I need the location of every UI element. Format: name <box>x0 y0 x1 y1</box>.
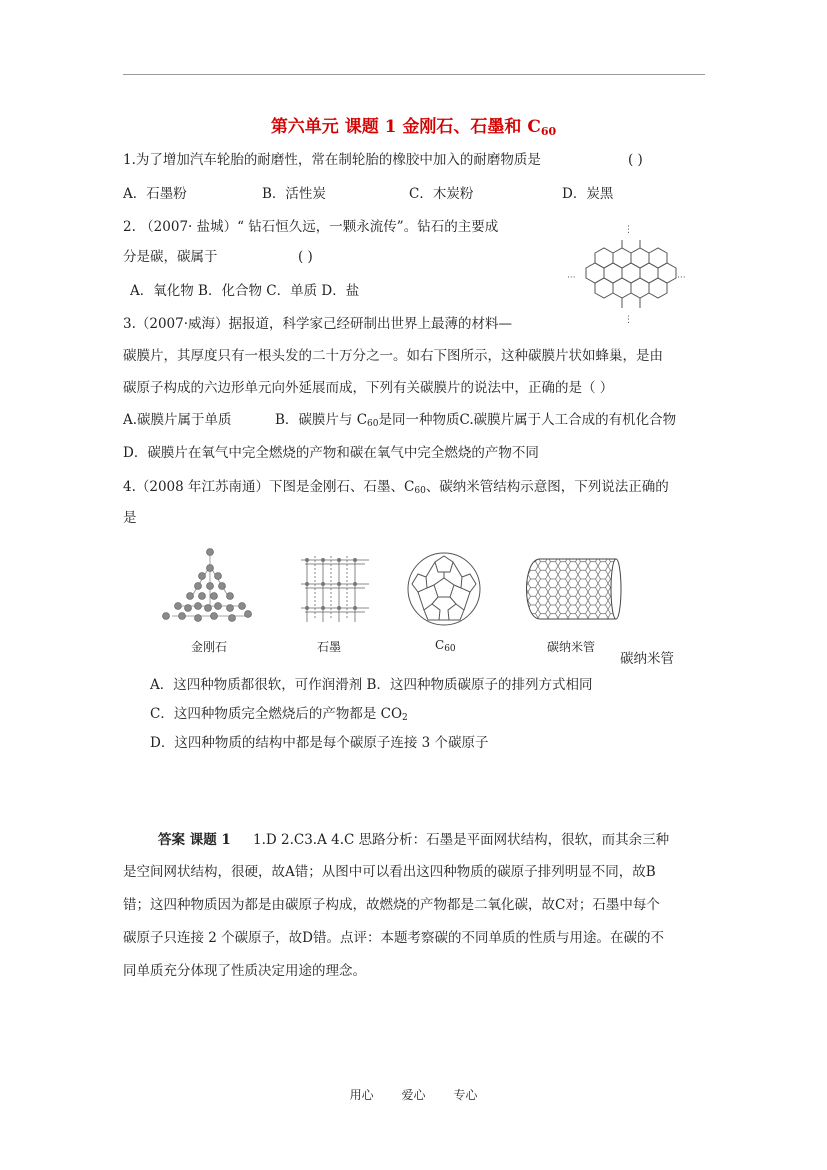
q3-line-3: 碳原子构成的六边形单元向外延展而成，下列有关碳膜片的说法中，正确的是（ ） <box>123 380 614 396</box>
footer-item: 专心 <box>453 1088 478 1102</box>
q1-option-b: B．活性炭 <box>262 186 326 202</box>
q3-option-a: A.碳膜片属于单质 <box>123 412 232 428</box>
answer-line-2: 是空间网状结构，很硬，故A错；从图中可以看出这四种物质的碳原子排列明显不同，故B <box>123 864 656 880</box>
caption-c60: $C_{60}$ <box>435 638 456 654</box>
q1-option-a: A．石墨粉 <box>123 186 187 202</box>
caption-nanotube-duplicate: 碳纳米管 <box>620 651 674 667</box>
header-rule <box>123 74 705 75</box>
footer-item: 爱心 <box>401 1088 426 1102</box>
answer-line-1: 1.D 2.C3.A 4.C 思路分析：石墨是平面网状结构，很软，而其余三种 <box>253 832 670 848</box>
caption-diamond: 金刚石 <box>191 640 228 654</box>
answer-line-3: 错；这四种物质因为都是由碳原子构成，故燃烧的产物都是二氧化碳，故C对；石墨中每个 <box>123 897 660 913</box>
q2-answer-paren: ( ) <box>298 249 313 265</box>
caption-graphite: 石墨 <box>317 640 342 654</box>
q4-option-c: C．这四种物质完全燃烧后的产物都是 $CO_2$ <box>150 706 408 723</box>
svg-text:···: ··· <box>567 273 576 283</box>
svg-text:···: ··· <box>677 273 686 283</box>
answer-line-5: 同单质充分体现了性质决定用途的理念。 <box>123 963 366 979</box>
page-title: 第六单元 课题 1 金刚石、石墨和 $C_{60}$ <box>270 117 557 138</box>
q4-option-d: D．这四种物质的结构中都是每个碳原子连接 3 个碳原子 <box>150 735 489 751</box>
q3-line-2: 碳膜片，其厚度只有一根头发的二十万分之一。如右下图所示，这种碳膜片状如蜂巢，是由 <box>123 348 663 364</box>
q1-option-c: C．木炭粉 <box>409 186 474 202</box>
q3-option-d: D．碳膜片在氧气中完全燃烧的产物和碳在氧气中完全燃烧的产物不同 <box>123 445 539 461</box>
nanotube-structure-figure <box>518 553 622 625</box>
answer-label: 答案 课题 1 <box>158 832 231 848</box>
page-footer <box>0 1086 827 1103</box>
graphite-structure-figure <box>295 550 375 630</box>
diamond-structure-figure <box>152 546 257 631</box>
c60-structure-figure <box>404 548 484 630</box>
q2-line-1: 2. （2007· 盐城）“ 钻石恒久远，一颗永流传”。钻石的主要成 <box>123 219 499 235</box>
q3-line-1: 3.（2007·威海）据报道，科学家己经研制出世界上最薄的材料— <box>123 316 513 332</box>
svg-text:⋮: ⋮ <box>624 225 633 235</box>
q2-line-2: 分是碳，碳属于 <box>123 249 218 265</box>
caption-nanotube: 碳纳米管 <box>547 640 596 654</box>
svg-text:⋮: ⋮ <box>624 315 633 325</box>
q4-option-a-b: A．这四种物质都很软，可作润滑剂 B．这四种物质碳原子的排列方式相同 <box>150 677 593 693</box>
footer-item: 用心 <box>349 1088 374 1102</box>
q4-line-1: 4.（2008 年江苏南通）下图是金刚石、石墨、$C_{60}$、碳纳米管结构示意图，下列说法正确的 <box>123 479 669 496</box>
q4-line-2: 是 <box>123 510 137 526</box>
q3-option-b-c: B．碳膜片与 $C_{60}$是同一种物质C.碳膜片属于人工合成的有机化合物 <box>275 412 677 429</box>
q1-answer-paren: ( ) <box>628 152 643 168</box>
q2-options: A．氧化物 B．化合物 C．单质 D．盐 <box>130 283 360 299</box>
honeycomb-figure <box>563 222 693 328</box>
q1-stem: 1.为了增加汽车轮胎的耐磨性，常在制轮胎的橡胶中加入的耐磨物质是 <box>123 152 541 168</box>
q1-option-d: D．炭黑 <box>562 186 614 202</box>
answer-line-4: 碳原子只连接 2 个碳原子，故D错。点评：本题考察碳的不同单质的性质与用途。在碳的不 <box>123 930 664 946</box>
